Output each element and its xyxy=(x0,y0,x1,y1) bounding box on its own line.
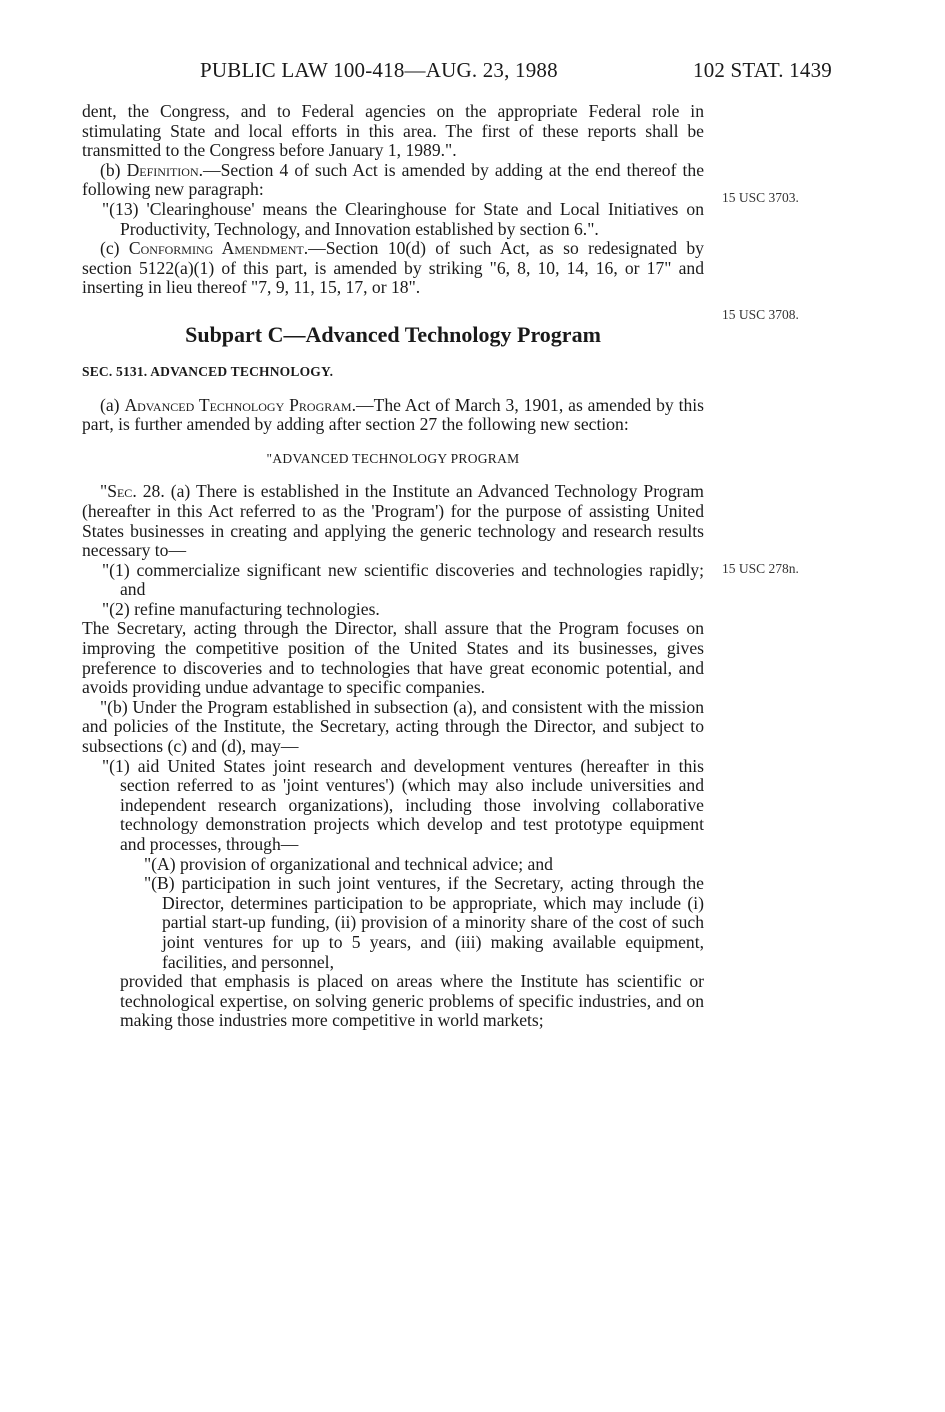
new-section-title: "ADVANCED TECHNOLOGY PROGRAM xyxy=(266,450,520,466)
subsection-mark: (c) xyxy=(100,238,129,259)
subsection-c xyxy=(82,239,704,298)
subsection-b2: "(b) Under the Program established in subsection (a), and consistent with the mission and policies of the Institute, the Secretary, acting through the Director, and subject to subsections (c) and (d), may— xyxy=(82,696,704,757)
proviso-paragraph: provided that emphasis is placed on areas where the Institute has scientific or technological expertise, on solving generic problems of specific industries, and on making those industries more competitive in world markets; xyxy=(120,971,704,1031)
subsection-label: Definition xyxy=(126,159,199,180)
subsection-mark: (b) xyxy=(100,159,127,180)
subsection-text: .—Section 4 of such Act is amended by adding at the end thereof the following new paragraph: xyxy=(82,159,705,200)
subsection-mark: (a) xyxy=(100,394,125,415)
subsection-text: .—Section 10(d) of such Act, as so redesignated by section 5122(a)(1) of this part, is amended by striking "6, 8, 10, 14, 16, or 17" and inserting in lieu thereof "7, 9, 11, 15, 17, or 18". xyxy=(82,238,704,298)
paragraph-1: "(1) commercialize significant new scientific discoveries and technologies rapidly; and xyxy=(102,559,704,600)
paragraph-continued: dent, the Congress, and to Federal agencies on the appropriate Federal role in stimulating State and local efforts in this area. The first of these reports shall be transmitted to the Congress before January 1, 1989.". xyxy=(82,101,704,161)
subpart-title: Subpart C—Advanced Technology Program xyxy=(185,321,601,347)
margin-citation: 15 USC 3703. xyxy=(722,190,799,205)
running-header-page: 102 STAT. 1439 xyxy=(693,58,832,82)
margin-citation: 15 USC 3708. xyxy=(722,307,799,322)
open-quote: " xyxy=(100,481,108,502)
subsection-label: Conforming Amendment xyxy=(128,238,304,259)
section-heading: SEC. 5131. ADVANCED TECHNOLOGY. xyxy=(82,363,334,379)
secretary-paragraph: The Secretary, acting through the Director, shall assure that the Program focuses on improving the competitive position of the United States and its businesses, gives preference to discoveries and to technologies that have great economic potential, and avoids providing undue advantage to specific companies. xyxy=(82,618,704,698)
paragraph-2: "(2) refine manufacturing technologies. xyxy=(102,598,380,619)
subsection-label: Advanced Technology Program xyxy=(124,394,352,415)
margin-citation: 15 USC 278n. xyxy=(722,561,799,576)
paragraph-13: "(13) 'Clearinghouse' means the Clearinghouse for State and Local Initiatives on Productivity, Technology, and Innovation established by section 6.". xyxy=(102,198,704,239)
subsection-a xyxy=(82,396,704,435)
subparagraph-A: "(A) provision of organizational and technical advice; and xyxy=(144,853,553,874)
subparagraph-B: "(B) participation in such joint ventures, if the Secretary, acting through the Director, determines participation to be appropriate, which may include (i) partial start-up funding, (ii) provision of a minority share of the cost of such joint ventures for up to 5 years, and (iii) making available equipment, facilities, and personnel, xyxy=(144,873,704,972)
section-text: . 28. (a) There is established in the Institute an Advanced Technology Program (hereafter in this Act referred to as the 'Program') for the purpose of assisting United States businesses in creating and applying the generic technology and research results necessary to— xyxy=(82,481,704,561)
paragraph-b1: "(1) aid United States joint research and development ventures (hereafter in this section referred to as 'joint ventures') (which may also include universities and independent research organizations), including those involving collaborative technology demonstration projects which develop and test prototype equipment and processes, through— xyxy=(102,755,704,854)
section-label: Sec xyxy=(107,481,133,502)
subsection-text: .—The Act of March 3, 1901, as amended by this part, is further amended by adding after section 27 the following new section: xyxy=(82,394,704,435)
body-text xyxy=(82,102,704,1031)
running-header-title: PUBLIC LAW 100-418—AUG. 23, 1988 xyxy=(200,58,558,82)
section-28-intro xyxy=(82,482,704,560)
subsection-b xyxy=(82,161,704,200)
